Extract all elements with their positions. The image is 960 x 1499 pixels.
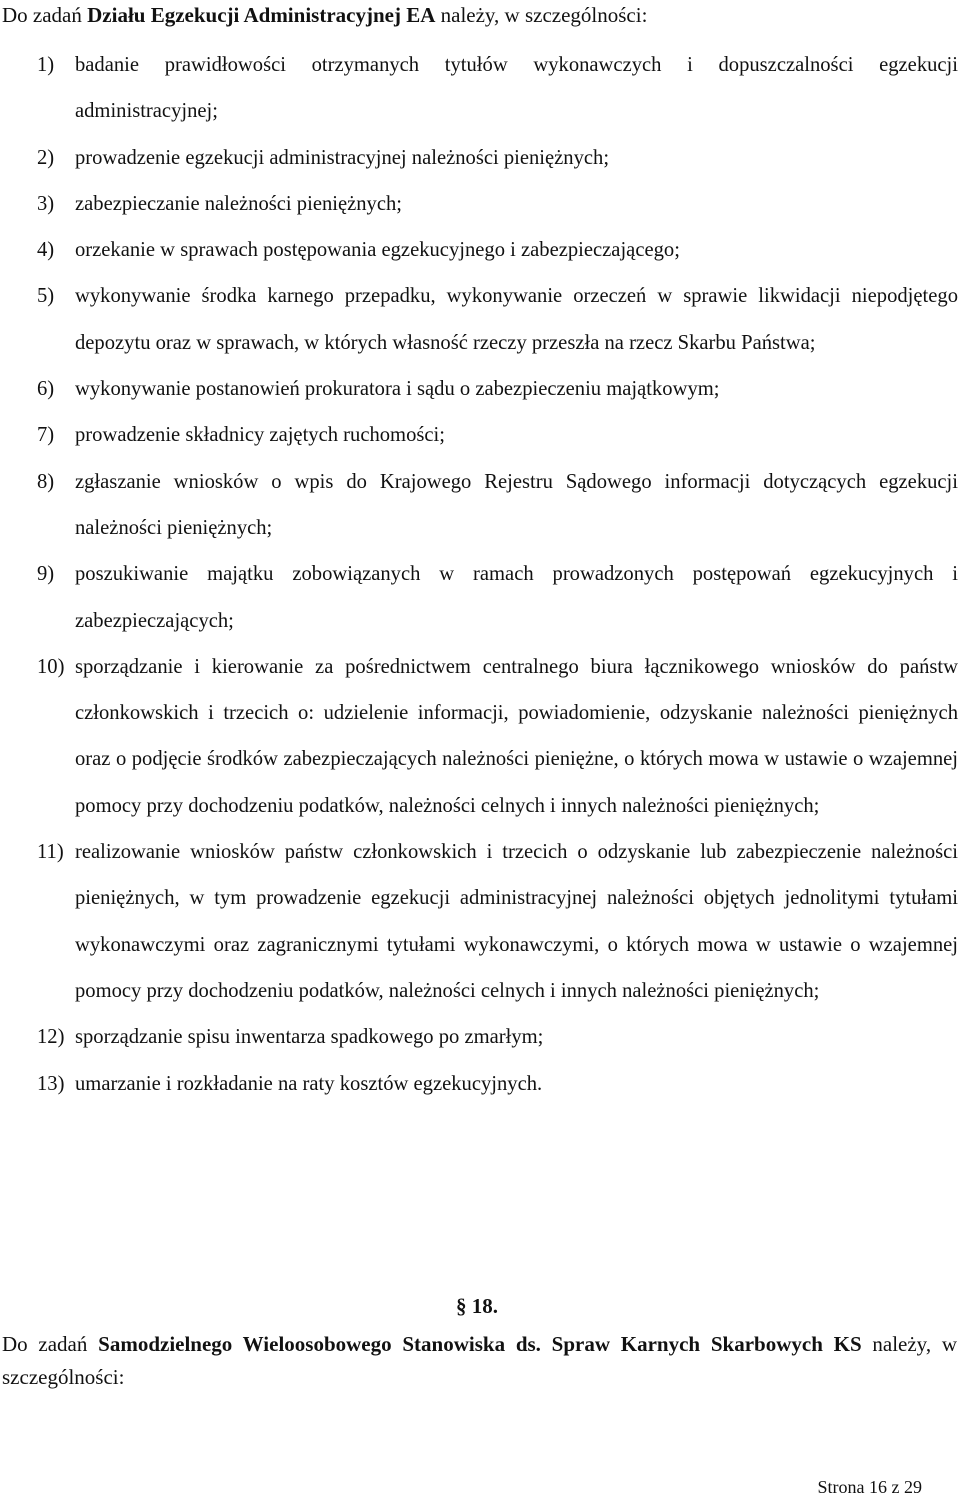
list-item-text: wykonywanie postanowień prokuratora i sądu o zabezpieczeniu majątkowym; [75, 378, 720, 401]
intro-prefix: Do zadań [2, 3, 88, 27]
list-item-text: wykonywanie środka karnego przepadku, wykonywanie orzeczeń w sprawie likwidacji niepodjętego depozytu oraz w sprawach, w których własność rzeczy przeszła na rzecz Skarbu Państwa; [75, 285, 958, 354]
section-number: § 18. [456, 1294, 498, 1318]
list-item [0, 644, 958, 829]
list-item-number: 13) [37, 1072, 65, 1095]
list-item-number: 9) [37, 563, 55, 586]
list-item-number: 11) [37, 841, 64, 864]
list-item [0, 551, 958, 644]
list-item-number: 7) [37, 424, 55, 447]
list-item-text: badanie prawidłowości otrzymanych tytułów wykonawczych i dopuszczalności egzekucji administracyjnej; [75, 54, 958, 123]
list-item-number: 5) [37, 285, 55, 308]
list-item [0, 135, 958, 181]
list-item-text: prowadzenie składnicy zajętych ruchomości; [75, 424, 445, 447]
list-item-number: 6) [37, 378, 55, 401]
section-unit-name: Samodzielnego Wieloosobowego Stanowiska ds. Spraw Karnych Skarbowych KS [98, 1332, 862, 1356]
list-item-number: 10) [37, 655, 65, 678]
list-item [0, 459, 958, 552]
list-item [0, 1061, 958, 1107]
list-item-text: umarzanie i rozkładanie na raty kosztów egzekucyjnych. [75, 1072, 543, 1095]
list-item-text: poszukiwanie majątku zobowiązanych w ramach prowadzonych postępowań egzekucyjnych i zabezpieczających; [75, 563, 958, 632]
page-number-footer: Strona 16 z 29 [817, 1477, 922, 1497]
list-item-text: prowadzenie egzekucji administracyjnej należności pieniężnych; [75, 146, 610, 169]
list-item-number: 1) [37, 54, 55, 76]
list-item-text: sporządzanie spisu inwentarza spadkowego po zmarłym; [75, 1026, 544, 1049]
intro-paragraph [2, 2, 647, 28]
list-item [0, 181, 958, 227]
list-item-number: 12) [37, 1026, 65, 1049]
section-intro-suffix: należy, w szczególności: [2, 1332, 957, 1389]
list-item [0, 227, 958, 273]
section-intro-prefix: Do zadań [2, 1332, 99, 1356]
list-item-number: 3) [37, 192, 55, 215]
intro-suffix: należy, w szczególności: [435, 3, 648, 27]
list-item-number: 4) [37, 239, 55, 262]
list-item [0, 412, 958, 458]
list-item-number: 8) [37, 470, 55, 493]
list-item-number: 2) [37, 146, 55, 169]
list-item [0, 366, 958, 412]
list-item-text: orzekanie w sprawach postępowania egzekucyjnego i zabezpieczającego; [75, 239, 680, 262]
list-item [0, 1014, 958, 1060]
list-item-text: zabezpieczanie należności pieniężnych; [75, 192, 403, 215]
list-item-text: realizowanie wniosków państw członkowskich i trzecich o odzyskanie lub zabezpieczenie należności pieniężnych, w tym prowadzenie egzekucji administracyjnej należności objętych jednolitymi tytułami wykonawczymi oraz zagranicznymi tytułami wykonawczymi, o których mowa w ustawie o wzajemnej pomocy przy dochodzeniu podatków, należności celnych i innych należności pieniężnych; [75, 841, 958, 1002]
intro-department-name: Działu Egzekucji Administracyjnej EA [87, 3, 436, 27]
list-item-text: sporządzanie i kierowanie za pośrednictwem centralnego biura łącznikowego wniosków do państw członkowskich i trzecich o: udzielenie informacji, powiadomienie, odzyskanie należności pieniężnych oraz o podjęcie środków zabezpieczających należności pieniężne, o których mowa w ustawie o wzajemnej pomocy przy dochodzeniu podatków, należności celnych i innych należności pieniężnych; [75, 655, 958, 817]
list-item [0, 42, 958, 135]
list-item [0, 273, 958, 366]
list-item-text: zgłaszanie wniosków o wpis do Krajowego Rejestru Sądowego informacji dotyczących egzekucji należności pieniężnych; [75, 470, 958, 539]
list-item [0, 829, 958, 1014]
section-intro-paragraph [2, 1328, 957, 1394]
duties-list [0, 42, 958, 1107]
